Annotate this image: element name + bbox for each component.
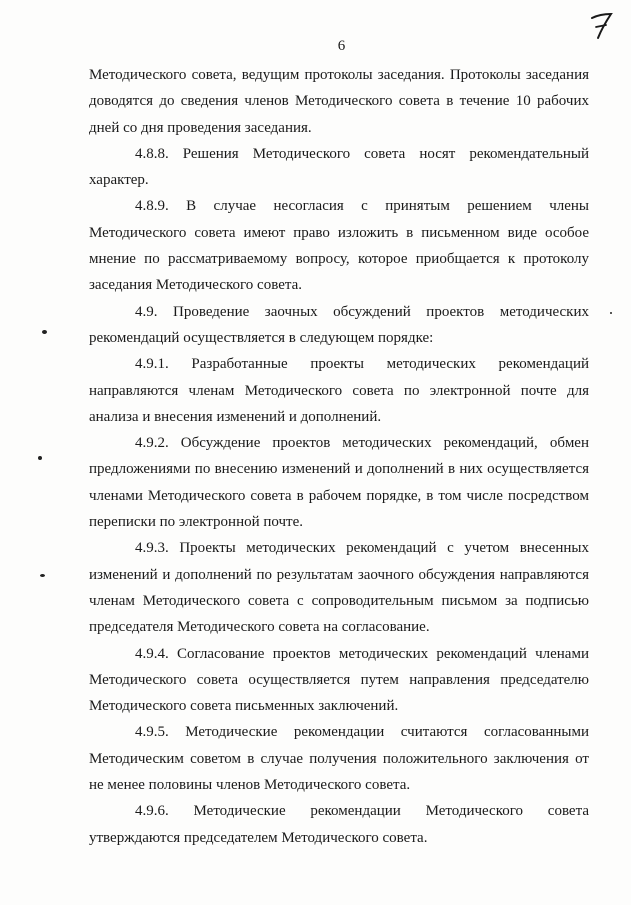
handwritten-page-mark: [589, 10, 615, 40]
paragraph: 4.9. Проведение заочных обсуждений проектов методических рекомендаций осуществляется в следующем порядке:: [89, 303, 589, 346]
scan-speck: [610, 312, 612, 314]
paragraph: 4.9.5. Методические рекомендации считаются согласованными Методическим советом в случае получения положительного заключения от не менее половины членов Методического совета.: [89, 724, 589, 794]
paragraph: 4.9.3. Проекты методических рекомендаций с учетом внесенных изменений и дополнений по результатам заочного обсуждения направляются членам Методического совета с сопроводительным письмом за подписью председателя Методического совета на согласование.: [89, 540, 589, 636]
scan-speck: [40, 574, 45, 577]
paragraph: Методического совета, ведущим протоколы заседания. Протоколы заседания доводятся до сведения членов Методического совета в течение 10 рабочих дней со дня проведения заседания.: [89, 67, 589, 136]
paragraph: 4.8.8. Решения Методического совета носят рекомендательный характер.: [89, 145, 589, 189]
paragraph: 4.8.9. В случае несогласия с принятым решением члены Методического совета имеют право изложить в письменном виде особое мнение по рассматриваемому вопросу, которое приобщается к протоколу заседания Методического совета.: [89, 198, 589, 294]
paragraph: 4.9.4. Согласование проектов методических рекомендаций членами Методического совета осуществляется путем направления председателю Методического совета письменных заключений.: [89, 645, 589, 715]
page-number: 6: [337, 38, 346, 54]
paragraph: 4.9.6. Методические рекомендации Методического совета утверждаются председателем Методического совета.: [89, 803, 589, 846]
scan-speck: [38, 456, 42, 460]
scan-speck: [42, 330, 47, 334]
paragraph: 4.9.2. Обсуждение проектов методических рекомендаций, обмен предложениями по внесению изменений и дополнений в них осуществляется членами Методического совета в рабочем порядке, в том числе посредством переписки по электронной почте.: [89, 435, 589, 531]
paragraph: 4.9.1. Разработанные проекты методических рекомендаций направляются членам Методического совета по электронной почте для анализа и внесения изменений и дополнений.: [89, 356, 589, 425]
body-text: [89, 62, 589, 851]
